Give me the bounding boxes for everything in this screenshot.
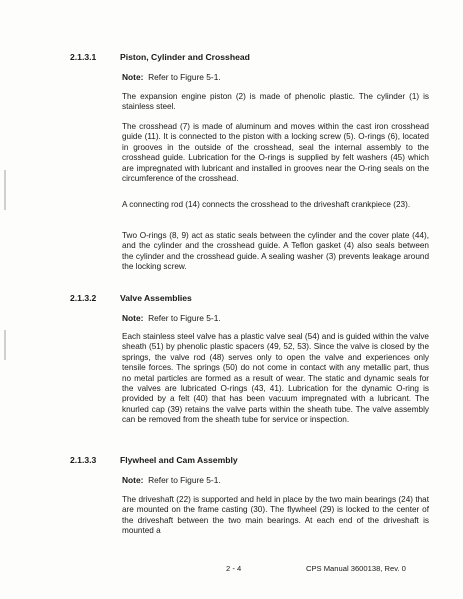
paragraph: Two O-rings (8, 9) act as static seals between the cylinder and the cover plate (44), and the cylinder and the crosshead guide. A Teflon gasket (4) also seals between the cylinder and the crosshead guide. A sealing washer (3) prevents leakage around the locking screw. [122, 231, 429, 272]
scan-artifact [4, 330, 6, 360]
section-number: 2.1.3.1 [70, 52, 97, 62]
note [122, 72, 221, 82]
paragraph: The crosshead (7) is made of aluminum and moves within the cast iron crosshead guide (11). It is connected to the piston with a locking screw (5). O-rings (6), located in grooves in the outside of the crosshead, seal the internal assembly to the crosshead guide. Lubrication for the O-rings is supplied by felt washers (45) which are impregnated with lubricant and installed in grooves near the O-ring seals on the circumference of the crosshead. [122, 122, 429, 184]
section-title: Valve Assemblies [120, 293, 192, 303]
note-label: Note: [122, 72, 144, 82]
paragraph: The expansion engine piston (2) is made of phenolic plastic. The cylinder (1) is stainless steel. [122, 92, 429, 112]
note-text: Refer to Figure 5-1. [148, 72, 221, 82]
section-heading [70, 293, 192, 303]
scan-artifact [4, 170, 6, 210]
note-text: Refer to Figure 5-1. [148, 475, 221, 485]
manual-reference: CPS Manual 3600138, Rev. 0 [306, 564, 406, 573]
note [122, 313, 221, 323]
note [122, 475, 221, 485]
page-number: 2 - 4 [226, 564, 242, 573]
section-number: 2.1.3.3 [70, 455, 97, 465]
note-label: Note: [122, 313, 144, 323]
paragraph: Each stainless steel valve has a plastic valve seal (54) and is guided within the valve sheath (51) by phenolic plastic spacers (49, 52, 53). Since the valve is closed by the springs, the valve rod (48) serves only to open the valve and experiences only tensile forces. The springs (50) do not come in contact with any metallic part, thus no metal particles are formed as a result of wear. The static and dynamic seals for the valves are lubricated O-rings (43, 41). Lubrication for the dynamic O-ring is provided by a felt (40) that has been vacuum impregnated with a lubricant. The knurled cap (39) retains the valve parts within the sheath tube. The valve assembly can be removed from the sheath tube for service or inspection. [122, 332, 429, 425]
section-title: Piston, Cylinder and Crosshead [120, 52, 250, 62]
section-heading [70, 52, 250, 62]
section-number: 2.1.3.2 [70, 293, 97, 303]
note-label: Note: [122, 475, 144, 485]
note-text: Refer to Figure 5-1. [148, 313, 221, 323]
paragraph: The driveshaft (22) is supported and held in place by the two main bearings (24) that are mounted on the frame casting (30). The flywheel (29) is locked to the center of the driveshaft between the two main bearings. At each end of the driveshaft is mounted a [122, 495, 429, 536]
paragraph: A connecting rod (14) connects the crosshead to the driveshaft crankpiece (23). [122, 200, 411, 209]
section-heading [70, 455, 238, 465]
section-title: Flywheel and Cam Assembly [120, 455, 238, 465]
